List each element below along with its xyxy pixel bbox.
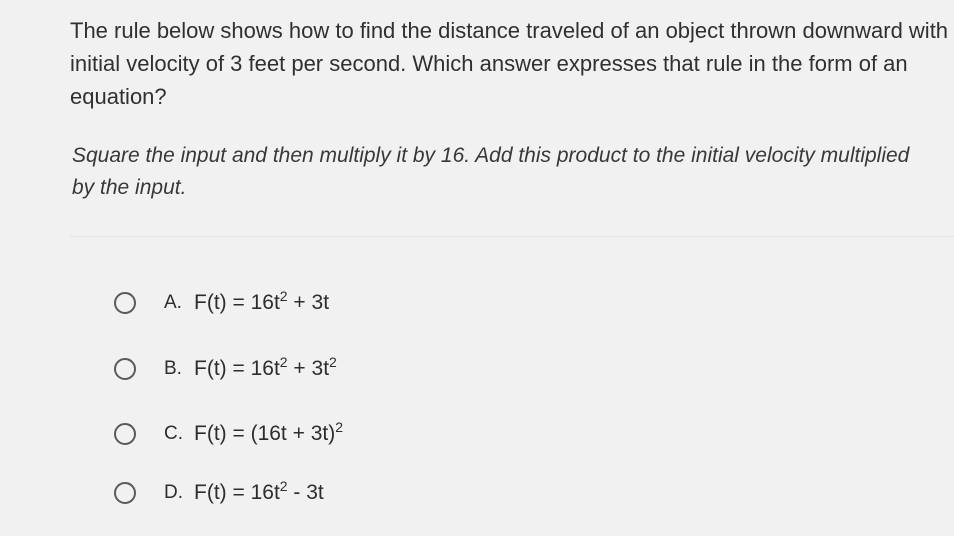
radio-button-a[interactable] (114, 292, 136, 314)
option-letter-a: A. (164, 292, 182, 313)
radio-button-c[interactable] (114, 423, 136, 445)
option-letter-b: B. (164, 358, 182, 379)
option-letter-d: D. (164, 482, 183, 503)
radio-button-b[interactable] (114, 358, 136, 380)
option-expression-c: $F(t) = (16t + 3t)^2$ (194, 419, 344, 445)
option-a[interactable] (108, 285, 329, 321)
question-text: The rule below shows how to find the distance traveled of an object thrown downward with initial velocity of 3 feet per second. Which answer expresses that rule in the form of an equation? (70, 18, 949, 109)
option-expression-a: $F(t) = 16t^2 + 3t$ (194, 288, 330, 314)
option-expression-d: $F(t) = 16t^2 - 3t$ (194, 478, 324, 504)
option-expression-b: $F(t) = 16t^2 + 3t^2$ (194, 354, 337, 380)
option-c[interactable] (108, 416, 343, 452)
option-b[interactable] (108, 351, 337, 387)
rule-text: Square the input and then multiply it by 16. Add this product to the initial velocity multiplied by the input. (72, 144, 910, 199)
option-letter-c: C. (164, 423, 183, 444)
radio-button-d[interactable] (114, 482, 136, 504)
option-d[interactable] (108, 475, 324, 511)
